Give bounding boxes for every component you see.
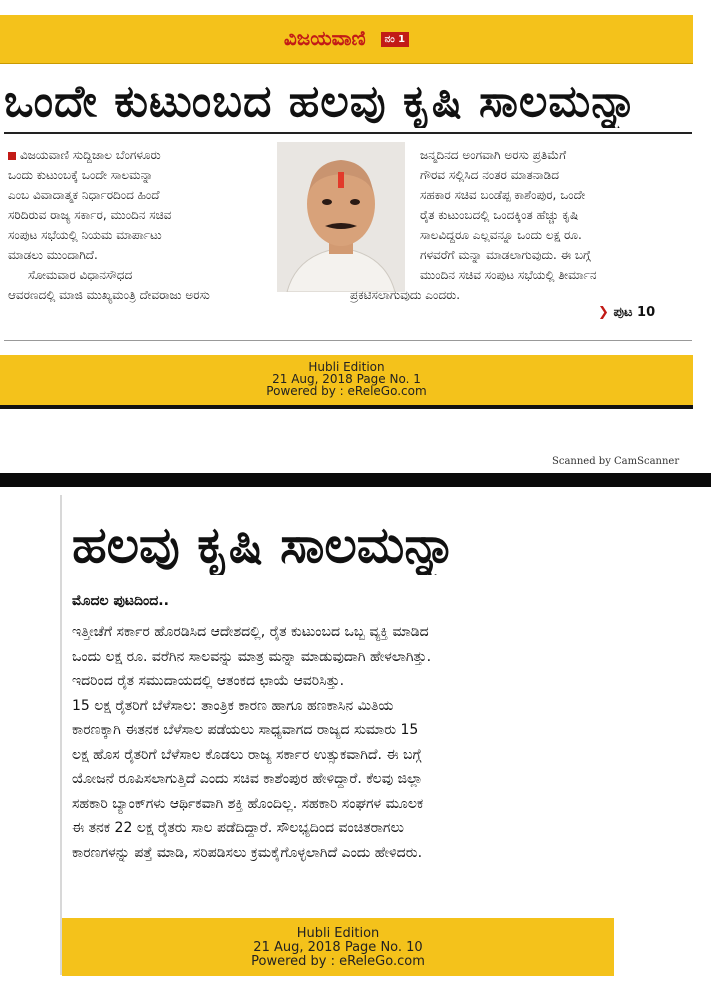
text-line: ಯೋಜನೆ ರೂಪಿಸಲಾಗುತ್ತಿದೆ ಎಂದು ಸಚಿವ ಕಾಶೆಂಪುರ ಹೇಳಿದ್ದಾರೆ. ಕೆಲವು ಜಿಲ್ಲಾ — [72, 771, 423, 787]
black-divider-bar — [0, 473, 711, 487]
text-line: ಇದರಿಂದ ರೈತ ಸಮುದಾಯದಲ್ಲಿ ಆತಂಕದ ಛಾಯೆ ಆವರಿಸಿತ್ತು. — [72, 673, 345, 689]
arrow-circle-icon: ❯ — [598, 305, 609, 320]
date-page-label: 21 Aug, 2018 Page No. 1 — [272, 372, 421, 386]
byline-text: ವಿಜಯವಾಣಿ ಸುದ್ದಿಜಾಲ ಬೆಂಗಳೂರು — [20, 148, 161, 162]
text-line: ಸಾಲವಿದ್ದರೂ ಎಲ್ಲವನ್ನೂ ಒಂದು ಲಕ್ಷ ರೂ. — [420, 228, 582, 242]
text-line: ರೈತ ಕುಟುಂಬದಲ್ಲಿ ಒಂದಕ್ಕಿಂತ ಹೆಚ್ಚು ಕೃಷಿ — [420, 208, 579, 222]
masthead-badge: ನಂ 1 — [381, 32, 409, 47]
scanner-watermark: Scanned by CamScanner — [552, 456, 680, 467]
text-line: ಲಕ್ಷ ಹೊಸ ರೈತರಿಗೆ ಬೆಳೆಸಾಲ ಕೊಡಲು ರಾಜ್ಯ ಸರ್ಕಾರ ಉತ್ಸುಕವಾಗಿದೆ. ಈ ಬಗ್ಗೆ — [72, 746, 422, 763]
masthead-banner — [0, 15, 693, 64]
text-line: ಒಂದು ಕುಟುಂಬಕ್ಕೆ ಒಂದೇ ಸಾಲಮನ್ನಾ — [8, 168, 154, 182]
powered-by-label: Powered by : eReleGo.com — [266, 384, 427, 398]
text-line: ಸಂಪುಟ ಸಭೆಯಲ್ಲಿ ನಿಯಮ ಮಾರ್ಪಾಟು — [8, 228, 162, 242]
text-line: ಜನ್ಮದಿನದ ಅಂಗವಾಗಿ ಅರಸು ಪ್ರತಿಮೆಗೆ — [420, 148, 567, 162]
date-page-label: 21 Aug, 2018 Page No. 10 — [253, 940, 423, 955]
text-line: ಮಾಡಲು ಮುಂದಾಗಿದೆ. — [8, 248, 98, 262]
continued-marker — [598, 305, 655, 320]
newspaper-masthead — [0, 26, 693, 50]
minister-photo — [277, 142, 405, 292]
text-line: ಗಳವರೆಗೆ ಮನ್ನಾ ಮಾಡಲಾಗುವುದು. ಈ ಬಗ್ಗೆ — [420, 248, 591, 262]
clipping1-headline: ಒಂದೇ ಕುಟುಂಬದ ಹಲವು ಕೃಷಿ ಸಾಲಮನ್ನಾ — [4, 76, 639, 127]
edition-label: Hubli Edition — [296, 926, 380, 941]
divider-line — [4, 340, 692, 341]
continued-text: ಪುಟ 10 — [613, 305, 656, 320]
text-line: ಸೋಮವಾರ ವಿಧಾನಸೌಧದ — [28, 268, 133, 282]
byline — [8, 145, 263, 165]
text-line: ಮುಂದಿನ ಸಚಿವ ಸಂಪುಟ ಸಭೆಯಲ್ಲಿ ತೀರ್ಮಾನ — [420, 268, 597, 282]
text-line: ಇತ್ತೀಚೆಗೆ ಸರ್ಕಾರ ಹೊರಡಿಸಿದ ಆದೇಶದಲ್ಲಿ, ರೈತ ಕುಟುಂಬದ ಒಬ್ಬ ವ್ಯಕ್ತಿ ಮಾಡಿದ — [72, 624, 429, 640]
masthead-title: ವಿಜಯವಾಣಿ — [283, 26, 366, 50]
text-line: ಎಂಬ ವಿವಾದಾತ್ಮಕ ನಿರ್ಧಾರದಿಂದ ಹಿಂದೆ — [8, 188, 160, 202]
text-line: ಸಹಕಾರ ಸಚಿವ ಬಂಡೆಪ್ಪ ಕಾಶೆಂಪುರ, ಒಂದೇ — [420, 188, 586, 202]
headline-rule — [4, 132, 692, 134]
text-line: ಸರಿದಿರುವ ರಾಜ್ಯ ಸರ್ಕಾರ, ಮುಂದಿನ ಸಚಿವ — [8, 208, 172, 222]
text-line: ಈ ತನಕ 22 ಲಕ್ಷ ರೈತರು ಸಾಲ ಪಡೆದಿದ್ದಾರೆ. ಸೌಲಭ್ಯದಿಂದ ವಂಚಿತರಾಗಲು — [72, 820, 405, 836]
text-line: ಆವರಣದಲ್ಲಿ ಮಾಜಿ ಮುಖ್ಯಮಂತ್ರಿ ದೇವರಾಜು ಅರಸು — [8, 288, 210, 302]
text-line: ಸಹಕಾರಿ ಬ್ಯಾಂಕ್‌ಗಳು ಆರ್ಥಿಕವಾಗಿ ಶಕ್ತಿ ಹೊಂದಿಲ್ಲ. ಸಹಕಾರಿ ಸಂಘಗಳ ಮೂಲಕ — [72, 795, 424, 812]
clipping2-footer — [62, 918, 614, 976]
bullet-square-icon — [8, 152, 16, 160]
clipping1-column-left — [8, 145, 263, 305]
clipping1-column-right — [350, 145, 685, 305]
edition-label: Hubli Edition — [308, 360, 385, 374]
text-line: 15 ಲಕ್ಷ ರೈತರಿಗೆ ಬೆಳೆಸಾಲ: ತಾಂತ್ರಿಕ ಕಾರಣ ಹಾಗೂ ಹಣಕಾಸಿನ ಮಿತಿಯ — [72, 697, 394, 714]
powered-by-label: Powered by : eReleGo.com — [251, 954, 425, 969]
text-line: ಕಾರಣಕ್ಕಾಗಿ ಈತನಕ ಬೆಳೆಸಾಲ ಪಡೆಯಲು ಸಾಧ್ಯವಾಗದ ರಾಜ್ಯದ ಸುಮಾರು 15 — [72, 722, 419, 738]
continued-from-label: ಮೊದಲ ಪುಟದಿಂದ.. — [72, 593, 169, 609]
clipping1-footer — [0, 355, 693, 409]
text-line: ಕಾರಣಗಳನ್ನು ಪತ್ತೆ ಮಾಡಿ, ಸರಿಪಡಿಸಲು ಕ್ರಮಕೈಗೊಳ್ಳಲಾಗಿದೆ ಎಂದು ಹೇಳಿದರು. — [72, 844, 423, 861]
paper-edge — [60, 495, 62, 975]
clipping2-body — [72, 620, 602, 865]
portrait-image — [277, 142, 405, 292]
clipping2-headline: ಹಲವು ಕೃಷಿ ಸಾಲಮನ್ನಾ — [72, 516, 457, 574]
text-line: ಒಂದು ಲಕ್ಷ ರೂ. ವರೆಗಿನ ಸಾಲವನ್ನು ಮಾತ್ರ ಮನ್ನಾ ಮಾಡುವುದಾಗಿ ಹೇಳಲಾಗಿತ್ತು. — [72, 648, 432, 665]
text-line: ಪ್ರಕಟಿಸಲಾಗುವುದು ಎಂದರು. — [350, 288, 461, 302]
text-line: ಗೌರವ ಸಲ್ಲಿಸಿದ ನಂತರ ಮಾತನಾಡಿದ — [420, 168, 559, 182]
